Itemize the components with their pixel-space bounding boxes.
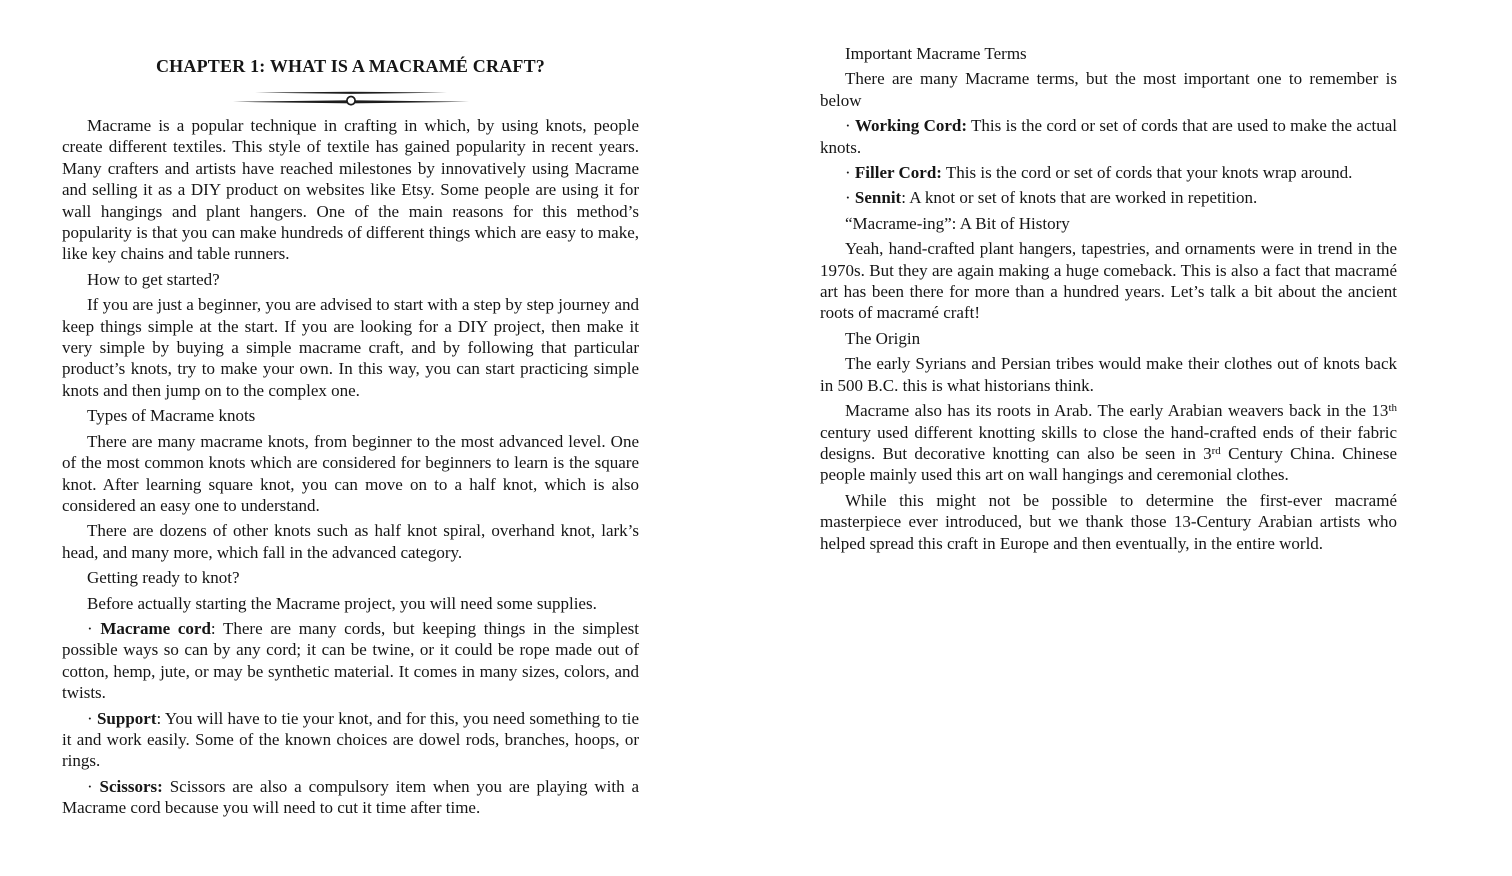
chapter-divider-ornament <box>233 90 469 106</box>
paragraph: The early Syrians and Persian tribes would make their clothes out of knots back in 500 B.C. this is what historians think. <box>820 354 1397 395</box>
paragraph: Before actually starting the Macrame project, you will need some supplies. <box>87 593 597 613</box>
paragraph: Yeah, hand-crafted plant hangers, tapestries, and ornaments were in trend in the 1970s. But they are again making a huge comeback. This is also a fact that macramé art has been there for more than a hundred years. Let’s talk a bit about the ancient roots of macramé craft! <box>820 239 1397 323</box>
page-right <box>756 0 1512 876</box>
page-left-content <box>62 115 639 819</box>
chapter-title: CHAPTER 1: WHAT IS A MACRAMÉ CRAFT? <box>155 56 546 76</box>
bullet-item: · Working Cord: This is the cord or set of cords that are used to make the actual knots. <box>820 116 1397 157</box>
bullet-item: · Filler Cord: This is the cord or set of cords that your knots wrap around. <box>845 163 1353 183</box>
paragraph: If you are just a beginner, you are advised to start with a step by step journey and keep things simple at the start. If you are looking for a DIY project, then make it very simple by buying a simple macrame craft, and by following that particular product’s knots, try to make your own. In this way, you can start practicing simple knots and then jump on to the complex one. <box>62 295 639 400</box>
paragraph: Macrame is a popular technique in crafting in which, by using knots, people create different textiles. This style of textile has gained popularity in recent years. Many crafters and artists have reached milestones by innovatively using Macrame and selling it as a DIY product on websites like Etsy. Some people are using it for wall hangings and plant hangers. One of the main reasons for this method’s popularity is that you can make hundreds of different things which are easy to make, like key chains and table runners. <box>62 116 639 264</box>
bullet-item: · Sennit: A knot or set of knots that are worked in repetition. <box>845 188 1258 208</box>
section-heading: Getting ready to knot? <box>87 568 240 588</box>
paragraph: While this might not be possible to determine the first-ever macramé masterpiece ever introduced, but we thank those 13-Century Arabian artists who helped spread this craft in Europe and then eventually, in the entire world. <box>820 490 1397 553</box>
paragraph: There are many Macrame terms, but the most important one to remember is below <box>820 69 1397 110</box>
section-heading: “Macrame-ing”: A Bit of History <box>845 213 1070 233</box>
section-heading: Types of Macrame knots <box>87 406 256 426</box>
paragraph: There are many macrame knots, from beginner to the most advanced level. One of the most common knots which are considered for beginners to learn is the square knot. After learning square knot, you can move on to a half knot, which is also considered an easy one to understand. <box>62 431 639 515</box>
section-heading: How to get started? <box>87 269 220 289</box>
section-heading: Important Macrame Terms <box>845 44 1027 63</box>
bullet-item: · Scissors: Scissors are also a compulsory item when you are playing with a Macrame cord because you will need to cut it time after time. <box>62 776 640 818</box>
paragraph: There are dozens of other knots such as half knot spiral, overhand knot, lark’s head, and many more, which fall in the advanced category. <box>62 521 639 562</box>
section-heading: The Origin <box>845 328 921 348</box>
bullet-item: · Macrame cord: There are many cords, but keeping things in the simplest possible ways so can by any cord; it can be twine, or it could be rope made out of cotton, hemp, jute, or may be synthetic material. It comes in many sizes, colors, and twists. <box>62 618 640 703</box>
page-right-content <box>820 43 1397 554</box>
paragraph: Macrame also has its roots in Arab. The early Arabian weavers back in the 13th century used different knotting skills to close the hand-crafted ends of their fabric designs. But decorative knotting can also be seen in 3rd Century China. Chinese people mainly used this art on wall hangings and ceremonial clothes. <box>820 401 1397 485</box>
bullet-item: · Support: You will have to tie your knot, and for this, you need something to tie it and work easily. Some of the known choices are dowel rods, branches, hoops, or rings. <box>62 708 639 771</box>
